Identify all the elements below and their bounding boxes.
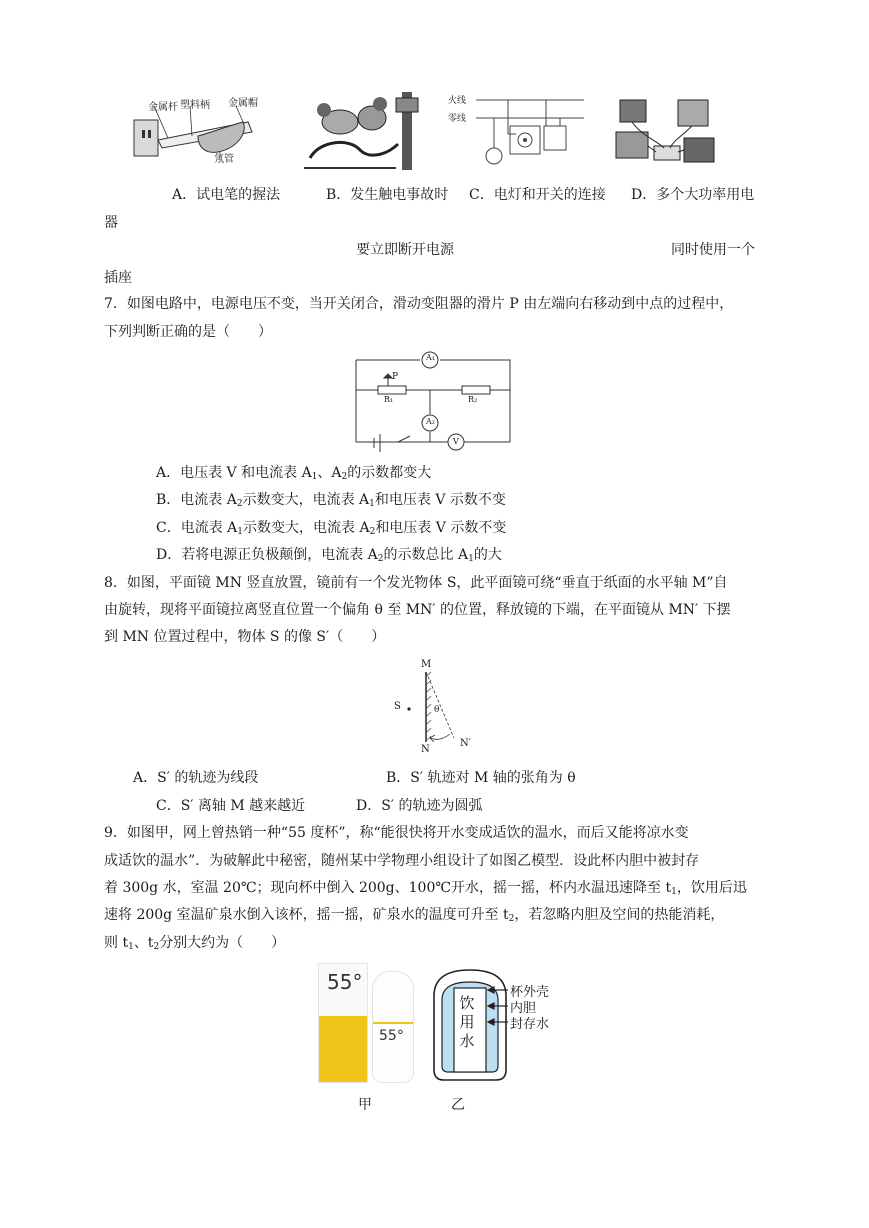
q6-figure-c-lamp-switch <box>446 90 586 170</box>
q6-option-d-wrap: 器 <box>104 215 118 231</box>
q9-stem-line5: 则 $t_1$、$t_2$分别大约为（ ） <box>104 935 286 952</box>
q8-label-s: S <box>394 701 401 712</box>
label-neon-tube: 氖管 <box>214 154 234 165</box>
q8-stem-line3: 到 MN 位置过程中，物体 S 的像 S′（ ） <box>104 629 386 645</box>
label-live-wire: 火线 <box>448 96 467 106</box>
q6-figure-d-power-strip <box>612 96 722 172</box>
q9-label-sealed-water: 封存水 <box>510 1017 550 1032</box>
q7-label-r1: R₁ <box>384 395 394 404</box>
q9-drink-water-label: 饮用水 <box>459 994 475 1050</box>
q8-stem-line2: 由旋转，现将平面镜拉离竖直位置一个偏角 θ 至 MN′ 的位置，释放镜的下端，在平面镜从 MN′ 下摆 <box>104 602 731 618</box>
q8-option-b: B．S′ 轨迹对 M 轴的张角为 θ <box>386 770 576 786</box>
q9-label-yi: 乙 <box>451 1097 465 1113</box>
q7-label-a1: A₁ <box>426 353 435 362</box>
q9-figure-jia-cup <box>372 971 414 1083</box>
q6-option-d: D．多个大功率用电 <box>631 187 755 203</box>
q9-cup-box-text: 55° <box>327 970 363 994</box>
q9-stem-line4: 速将 200g 室温矿泉水倒入该杯，摇一摇，矿泉水的温度可升至 $t_2$，若忽略内胆及空间的热能消耗， <box>104 907 725 924</box>
q7-circuit-diagram <box>348 348 518 456</box>
q9-label-outer-shell: 杯外壳 <box>510 985 550 1000</box>
q6-figure-b-electric-shock <box>300 88 430 172</box>
q8-stem-line1: 8．如图，平面镜 MN 竖直放置，镜前有一个发光物体 S，此平面镜可绕“垂直于纸面的水平轴 M”自 <box>104 575 728 591</box>
q9-stem-line3: 着 300g 水，室温 20℃；现向杯中倒入 200g、100℃开水，摇一摇，杯内水温迅速降至 $t_1$，饮用后迅 <box>104 880 747 897</box>
q7-option-d: D．若将电源正负极颠倒，电流表 $A_2$的示数总比 $A_1$的大 <box>156 547 502 564</box>
q8-label-n: N <box>421 744 430 755</box>
q6-option-b: B．发生触电事故时 <box>326 187 449 203</box>
q6-option-c: C．电灯和开关的连接 <box>469 187 606 203</box>
q9-stem-line2: 成适饮的温水”．为破解此中秘密，随州某中学物理小组设计了如图乙模型．设此杯内胆中被封存 <box>104 853 700 869</box>
q7-stem-line2: 下列判断正确的是（ ） <box>104 324 272 340</box>
q7-label-a2: A₂ <box>426 417 435 426</box>
q8-label-m: M <box>421 659 432 670</box>
label-metal-rod: 金属杆 <box>148 102 178 113</box>
q7-option-c: C．电流表 $A_1$示数变大，电流表 $A_2$和电压表 V 示数不变 <box>156 520 507 537</box>
label-neutral-wire: 零线 <box>448 114 467 124</box>
q6-option-a: A．试电笔的握法 <box>172 187 281 203</box>
q7-label-v: V <box>453 437 459 446</box>
q9-label-inner: 内胆 <box>510 1001 537 1016</box>
q8-label-theta: θ <box>434 705 440 715</box>
q8-option-a: A．S′ 的轨迹为线段 <box>133 770 259 786</box>
q9-stem-line1: 9．如图甲，网上曾热销一种“55 度杯”，称“能很快将开水变成适饮的温水，而后又能将凉水变 <box>104 825 689 841</box>
q9-label-jia: 甲 <box>358 1097 372 1113</box>
q7-label-r2: R₂ <box>468 395 478 404</box>
q9-figure-jia-box <box>318 963 368 1083</box>
q7-stem-line1: 7．如图电路中，电源电压不变，当开关闭合，滑动变阻器的滑片 P 由左端向右移动到中点的过程中， <box>104 296 734 312</box>
label-metal-cap: 金属帽 <box>228 98 258 109</box>
q6-option-b-line2: 要立即断开电源 <box>356 242 454 258</box>
q8-option-c: C．S′ 离轴 M 越来越近 <box>156 798 306 814</box>
q6-option-d-wrap2: 插座 <box>104 270 132 286</box>
q9-cup-text: 55° <box>379 1028 404 1044</box>
q8-option-d: D．S′ 的轨迹为圆弧 <box>356 798 483 814</box>
q6-option-d-line2: 同时使用一个 <box>671 242 755 258</box>
label-plastic-handle: 塑料柄 <box>180 100 210 111</box>
q7-label-p: P <box>392 372 399 382</box>
q8-label-n-prime: N′ <box>460 738 472 749</box>
q7-option-a: A．电压表 V 和电流表 $A_1$、$A_2$的示数都变大 <box>156 465 432 482</box>
q7-option-b: B．电流表 $A_2$示数变大，电流表 $A_1$和电压表 V 示数不变 <box>156 492 506 509</box>
